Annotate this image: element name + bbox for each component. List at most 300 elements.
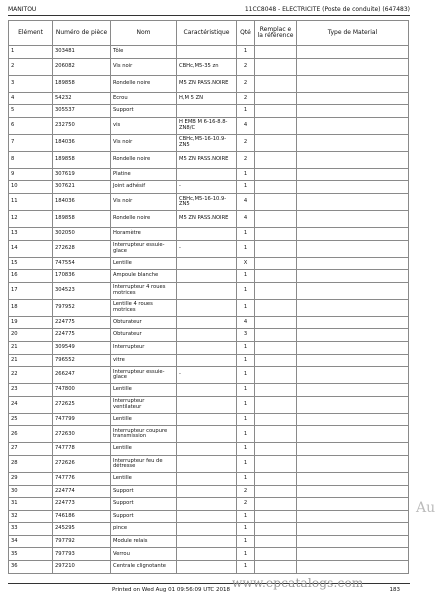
table-header-row	[9, 21, 409, 46]
cell-replaces	[255, 396, 297, 413]
cell-material-type	[297, 210, 409, 227]
cell-element: 15	[9, 257, 53, 270]
cell-characteristic	[177, 561, 237, 574]
cell-qty: 1	[237, 105, 255, 118]
table-row	[9, 193, 409, 210]
cell-replaces	[255, 413, 297, 426]
cell-element: 32	[9, 510, 53, 523]
cell-part-number: 170836	[53, 270, 111, 283]
cell-part-number: 305537	[53, 105, 111, 118]
cell-material-type	[297, 455, 409, 472]
cell-qty: 1	[237, 455, 255, 472]
table-row	[9, 443, 409, 456]
cell-part-number: 747776	[53, 472, 111, 485]
cell-name: Interrupteur feu de détresse	[111, 455, 177, 472]
cell-name: Centrale clignotante	[111, 561, 177, 574]
cell-element: 10	[9, 181, 53, 194]
cell-material-type	[297, 299, 409, 316]
cell-name: Obturateur	[111, 316, 177, 329]
cell-replaces	[255, 367, 297, 384]
table-row	[9, 299, 409, 316]
cell-qty: 2	[237, 58, 255, 75]
cell-qty: 4	[237, 193, 255, 210]
cell-material-type	[297, 354, 409, 367]
cell-replaces	[255, 193, 297, 210]
cell-material-type	[297, 134, 409, 151]
cell-part-number: 224775	[53, 329, 111, 342]
cell-characteristic	[177, 426, 237, 443]
cell-qty: 4	[237, 210, 255, 227]
cell-characteristic	[177, 168, 237, 181]
cell-part-number: 746186	[53, 510, 111, 523]
cell-element: 35	[9, 548, 53, 561]
cell-replaces	[255, 92, 297, 105]
table-row	[9, 151, 409, 168]
cell-qty: 2	[237, 134, 255, 151]
cell-characteristic	[177, 535, 237, 548]
cell-name: Module relais	[111, 535, 177, 548]
col-header-qty: Qté	[237, 21, 255, 46]
cell-qty: 4	[237, 117, 255, 134]
cell-qty: 2	[237, 75, 255, 92]
cell-material-type	[297, 46, 409, 59]
cell-name: Lentille	[111, 384, 177, 397]
cell-qty: 1	[237, 523, 255, 536]
cell-part-number: 232750	[53, 117, 111, 134]
cell-characteristic	[177, 46, 237, 59]
cell-material-type	[297, 548, 409, 561]
cell-qty: 1	[237, 426, 255, 443]
cell-element: 8	[9, 151, 53, 168]
cell-part-number: 796552	[53, 354, 111, 367]
cell-replaces	[255, 227, 297, 240]
cell-name: Interrupteur ventilateur	[111, 396, 177, 413]
cell-part-number: 309549	[53, 341, 111, 354]
cell-material-type	[297, 227, 409, 240]
cell-material-type	[297, 117, 409, 134]
cell-characteristic: -	[177, 367, 237, 384]
cell-part-number: 189858	[53, 210, 111, 227]
cell-element: 14	[9, 240, 53, 257]
page-number: 183	[389, 587, 400, 593]
cell-part-number: 184036	[53, 193, 111, 210]
cell-name: Ampoule blanche	[111, 270, 177, 283]
cell-material-type	[297, 413, 409, 426]
table-row	[9, 485, 409, 498]
cell-characteristic	[177, 341, 237, 354]
cell-name: Lentille 4 roues motrices	[111, 299, 177, 316]
brand-header: MANITOU	[8, 6, 37, 13]
cell-replaces	[255, 168, 297, 181]
cell-material-type	[297, 535, 409, 548]
cell-part-number: 272630	[53, 426, 111, 443]
cell-element: 19	[9, 316, 53, 329]
cell-name: Vis noir	[111, 193, 177, 210]
cell-characteristic	[177, 510, 237, 523]
cell-qty: 3	[237, 329, 255, 342]
cell-qty: 1	[237, 270, 255, 283]
cell-qty: 1	[237, 396, 255, 413]
table-row	[9, 523, 409, 536]
watermark-url: www.epcatalogs.com	[232, 576, 364, 590]
cell-characteristic	[177, 472, 237, 485]
header-rule	[8, 15, 410, 16]
cell-replaces	[255, 270, 297, 283]
cell-name: Support	[111, 485, 177, 498]
cell-element: 22	[9, 367, 53, 384]
cell-part-number: 54232	[53, 92, 111, 105]
cell-element: 7	[9, 134, 53, 151]
cell-characteristic	[177, 282, 237, 299]
cell-part-number: 189858	[53, 75, 111, 92]
cell-name: Rondelle noire	[111, 151, 177, 168]
table-row	[9, 396, 409, 413]
cell-element: 21	[9, 341, 53, 354]
cell-material-type	[297, 282, 409, 299]
cell-material-type	[297, 472, 409, 485]
cell-characteristic	[177, 413, 237, 426]
cell-part-number: 224774	[53, 485, 111, 498]
cell-element: 2	[9, 58, 53, 75]
cell-replaces	[255, 455, 297, 472]
cell-replaces	[255, 316, 297, 329]
table-row	[9, 117, 409, 134]
table-row	[9, 46, 409, 59]
cell-part-number: 304523	[53, 282, 111, 299]
cell-name: Vis noir	[111, 58, 177, 75]
cell-material-type	[297, 384, 409, 397]
table-row	[9, 535, 409, 548]
cell-replaces	[255, 240, 297, 257]
cell-qty: 2	[237, 151, 255, 168]
cell-material-type	[297, 105, 409, 118]
cell-characteristic	[177, 299, 237, 316]
cell-name: Interrupteur coupure transmission	[111, 426, 177, 443]
table-row	[9, 341, 409, 354]
cell-name: Lentille	[111, 413, 177, 426]
cell-name: Lentille	[111, 472, 177, 485]
col-header-part-number: Numéro de pièce	[53, 21, 111, 46]
cell-name: Obturateur	[111, 329, 177, 342]
cell-replaces	[255, 282, 297, 299]
cell-material-type	[297, 168, 409, 181]
cell-replaces	[255, 426, 297, 443]
cell-name: Ecrou	[111, 92, 177, 105]
table-row	[9, 561, 409, 574]
cell-name: Lentille	[111, 443, 177, 456]
cell-name: Verrou	[111, 548, 177, 561]
cell-characteristic: M5 ZN PASS.NOIRE	[177, 151, 237, 168]
cell-element: 30	[9, 485, 53, 498]
cell-qty: 1	[237, 535, 255, 548]
cell-replaces	[255, 561, 297, 574]
cell-material-type	[297, 92, 409, 105]
cell-replaces	[255, 134, 297, 151]
table-body	[9, 46, 409, 574]
cell-qty: 1	[237, 299, 255, 316]
cell-part-number: 307621	[53, 181, 111, 194]
table-row	[9, 58, 409, 75]
cell-replaces	[255, 384, 297, 397]
cell-material-type	[297, 561, 409, 574]
cell-name: pince	[111, 523, 177, 536]
cell-part-number: 206082	[53, 58, 111, 75]
cell-characteristic	[177, 257, 237, 270]
cell-element: 33	[9, 523, 53, 536]
cell-replaces	[255, 341, 297, 354]
cell-name: Support	[111, 498, 177, 511]
table-row	[9, 92, 409, 105]
cell-element: 18	[9, 299, 53, 316]
cell-material-type	[297, 58, 409, 75]
cell-characteristic: H,M 5 ZN	[177, 92, 237, 105]
cell-part-number: 224775	[53, 316, 111, 329]
cell-name: Joint adhésif	[111, 181, 177, 194]
cell-part-number: 797793	[53, 548, 111, 561]
cell-material-type	[297, 485, 409, 498]
cell-qty: 1	[237, 282, 255, 299]
table-row	[9, 168, 409, 181]
col-header-characteristic: Caractéristique	[177, 21, 237, 46]
cell-replaces	[255, 443, 297, 456]
cell-name: Rondelle noire	[111, 210, 177, 227]
table-row	[9, 240, 409, 257]
cell-part-number: 302050	[53, 227, 111, 240]
cell-characteristic	[177, 443, 237, 456]
cell-element: 36	[9, 561, 53, 574]
cell-replaces	[255, 548, 297, 561]
cell-characteristic: -	[177, 181, 237, 194]
cell-material-type	[297, 151, 409, 168]
cell-element: 16	[9, 270, 53, 283]
table-row	[9, 329, 409, 342]
cell-part-number: 272625	[53, 396, 111, 413]
cell-name: Interrupteur 4 roues motrices	[111, 282, 177, 299]
cell-element: 25	[9, 413, 53, 426]
cell-element: 6	[9, 117, 53, 134]
cell-material-type	[297, 498, 409, 511]
cell-element: 9	[9, 168, 53, 181]
cell-element: 29	[9, 472, 53, 485]
cell-element: 23	[9, 384, 53, 397]
cell-characteristic	[177, 270, 237, 283]
cell-replaces	[255, 472, 297, 485]
cell-element: 28	[9, 455, 53, 472]
table-row	[9, 498, 409, 511]
cell-characteristic	[177, 498, 237, 511]
cell-qty: 2	[237, 498, 255, 511]
table-row	[9, 105, 409, 118]
cell-element: 24	[9, 396, 53, 413]
cell-element: 11	[9, 193, 53, 210]
cell-qty: 1	[237, 341, 255, 354]
cell-replaces	[255, 523, 297, 536]
cell-name: Support	[111, 105, 177, 118]
cell-qty: 1	[237, 561, 255, 574]
cell-material-type	[297, 193, 409, 210]
cell-name: Interrupteur essuie-glace	[111, 367, 177, 384]
cell-qty: 1	[237, 181, 255, 194]
parts-table	[8, 20, 409, 574]
cell-material-type	[297, 270, 409, 283]
cell-replaces	[255, 498, 297, 511]
cell-replaces	[255, 105, 297, 118]
cell-name: vitre	[111, 354, 177, 367]
cell-material-type	[297, 316, 409, 329]
cell-characteristic	[177, 485, 237, 498]
cell-element: 17	[9, 282, 53, 299]
cell-element: 31	[9, 498, 53, 511]
cell-qty: 2	[237, 485, 255, 498]
cell-characteristic: M5 ZN PASS.NOIRE	[177, 75, 237, 92]
cell-replaces	[255, 257, 297, 270]
table-row	[9, 384, 409, 397]
cell-element: 13	[9, 227, 53, 240]
cell-part-number: 266247	[53, 367, 111, 384]
cell-replaces	[255, 510, 297, 523]
cell-replaces	[255, 485, 297, 498]
table-row	[9, 282, 409, 299]
cell-characteristic	[177, 316, 237, 329]
cell-part-number: 297210	[53, 561, 111, 574]
cell-name: Tôle	[111, 46, 177, 59]
cell-characteristic: -	[177, 240, 237, 257]
cell-replaces	[255, 329, 297, 342]
col-header-replaces: Remplac e la référence	[255, 21, 297, 46]
cell-characteristic	[177, 396, 237, 413]
cell-characteristic: H EMB M 6-16-8.8-ZN8/C	[177, 117, 237, 134]
table-row	[9, 413, 409, 426]
table-row	[9, 270, 409, 283]
table-row	[9, 210, 409, 227]
cell-part-number: 184036	[53, 134, 111, 151]
cell-part-number: 747800	[53, 384, 111, 397]
cell-material-type	[297, 181, 409, 194]
table-row	[9, 181, 409, 194]
section-header: 11CC8048 - ELECTRICITE (Poste de conduite) (647483)	[244, 6, 410, 13]
cell-material-type	[297, 523, 409, 536]
cell-material-type	[297, 240, 409, 257]
cell-qty: 1	[237, 510, 255, 523]
table-row	[9, 316, 409, 329]
cell-replaces	[255, 210, 297, 227]
cell-replaces	[255, 117, 297, 134]
cell-name: Vis noir	[111, 134, 177, 151]
cell-characteristic: CBHc,M5-16-10.9-ZN5	[177, 134, 237, 151]
cell-replaces	[255, 75, 297, 92]
cell-qty: 1	[237, 354, 255, 367]
cell-material-type	[297, 75, 409, 92]
table-row	[9, 354, 409, 367]
cell-replaces	[255, 58, 297, 75]
cell-characteristic	[177, 523, 237, 536]
print-date: Printed on Wed Aug 01 09:56:09 UTC 2018	[112, 587, 230, 593]
cell-part-number: 272628	[53, 240, 111, 257]
cell-material-type	[297, 367, 409, 384]
cell-part-number: 303481	[53, 46, 111, 59]
table-row	[9, 472, 409, 485]
cell-material-type	[297, 510, 409, 523]
cell-qty: 1	[237, 443, 255, 456]
cell-qty: 2	[237, 92, 255, 105]
col-header-element: Elément	[9, 21, 53, 46]
cell-name: Interrupteur	[111, 341, 177, 354]
cell-characteristic	[177, 455, 237, 472]
cell-characteristic: CBHc,M5-16-10.9-ZN5	[177, 193, 237, 210]
cell-material-type	[297, 426, 409, 443]
cell-part-number: 245295	[53, 523, 111, 536]
cell-part-number: 189858	[53, 151, 111, 168]
cell-element: 27	[9, 443, 53, 456]
cell-element: 34	[9, 535, 53, 548]
cell-characteristic	[177, 548, 237, 561]
cell-part-number: 307619	[53, 168, 111, 181]
cell-part-number: 747554	[53, 257, 111, 270]
cell-element: 1	[9, 46, 53, 59]
cell-qty: 1	[237, 240, 255, 257]
table-row	[9, 134, 409, 151]
side-watermark: Au	[416, 500, 435, 516]
col-header-material-type: Type de Material	[297, 21, 409, 46]
cell-name: Rondelle noire	[111, 75, 177, 92]
cell-qty: 1	[237, 413, 255, 426]
cell-qty: 4	[237, 316, 255, 329]
cell-part-number: 797792	[53, 535, 111, 548]
table-row	[9, 426, 409, 443]
cell-characteristic	[177, 354, 237, 367]
col-header-name: Nom	[111, 21, 177, 46]
table-row	[9, 367, 409, 384]
cell-qty: 1	[237, 367, 255, 384]
cell-replaces	[255, 299, 297, 316]
cell-characteristic	[177, 329, 237, 342]
table-row	[9, 75, 409, 92]
cell-characteristic: CBHc,M5-35 zn	[177, 58, 237, 75]
cell-name: Platine	[111, 168, 177, 181]
cell-name: Horamètre	[111, 227, 177, 240]
cell-characteristic	[177, 105, 237, 118]
cell-element: 4	[9, 92, 53, 105]
cell-name: Support	[111, 510, 177, 523]
cell-qty: 1	[237, 472, 255, 485]
cell-part-number: 797952	[53, 299, 111, 316]
cell-qty: X	[237, 257, 255, 270]
cell-name: vis	[111, 117, 177, 134]
table-row	[9, 548, 409, 561]
table-row	[9, 455, 409, 472]
cell-characteristic	[177, 384, 237, 397]
cell-element: 20	[9, 329, 53, 342]
table-row	[9, 227, 409, 240]
cell-material-type	[297, 257, 409, 270]
cell-characteristic	[177, 227, 237, 240]
cell-replaces	[255, 181, 297, 194]
cell-replaces	[255, 151, 297, 168]
cell-element: 12	[9, 210, 53, 227]
cell-element: 26	[9, 426, 53, 443]
cell-characteristic: M5 ZN PASS.NOIRE	[177, 210, 237, 227]
cell-qty: 1	[237, 168, 255, 181]
cell-replaces	[255, 46, 297, 59]
cell-qty: 1	[237, 548, 255, 561]
table-row	[9, 257, 409, 270]
cell-part-number: 747778	[53, 443, 111, 456]
cell-qty: 1	[237, 227, 255, 240]
cell-replaces	[255, 535, 297, 548]
cell-material-type	[297, 396, 409, 413]
cell-element: 21	[9, 354, 53, 367]
cell-name: Interrupteur essuie-glace	[111, 240, 177, 257]
